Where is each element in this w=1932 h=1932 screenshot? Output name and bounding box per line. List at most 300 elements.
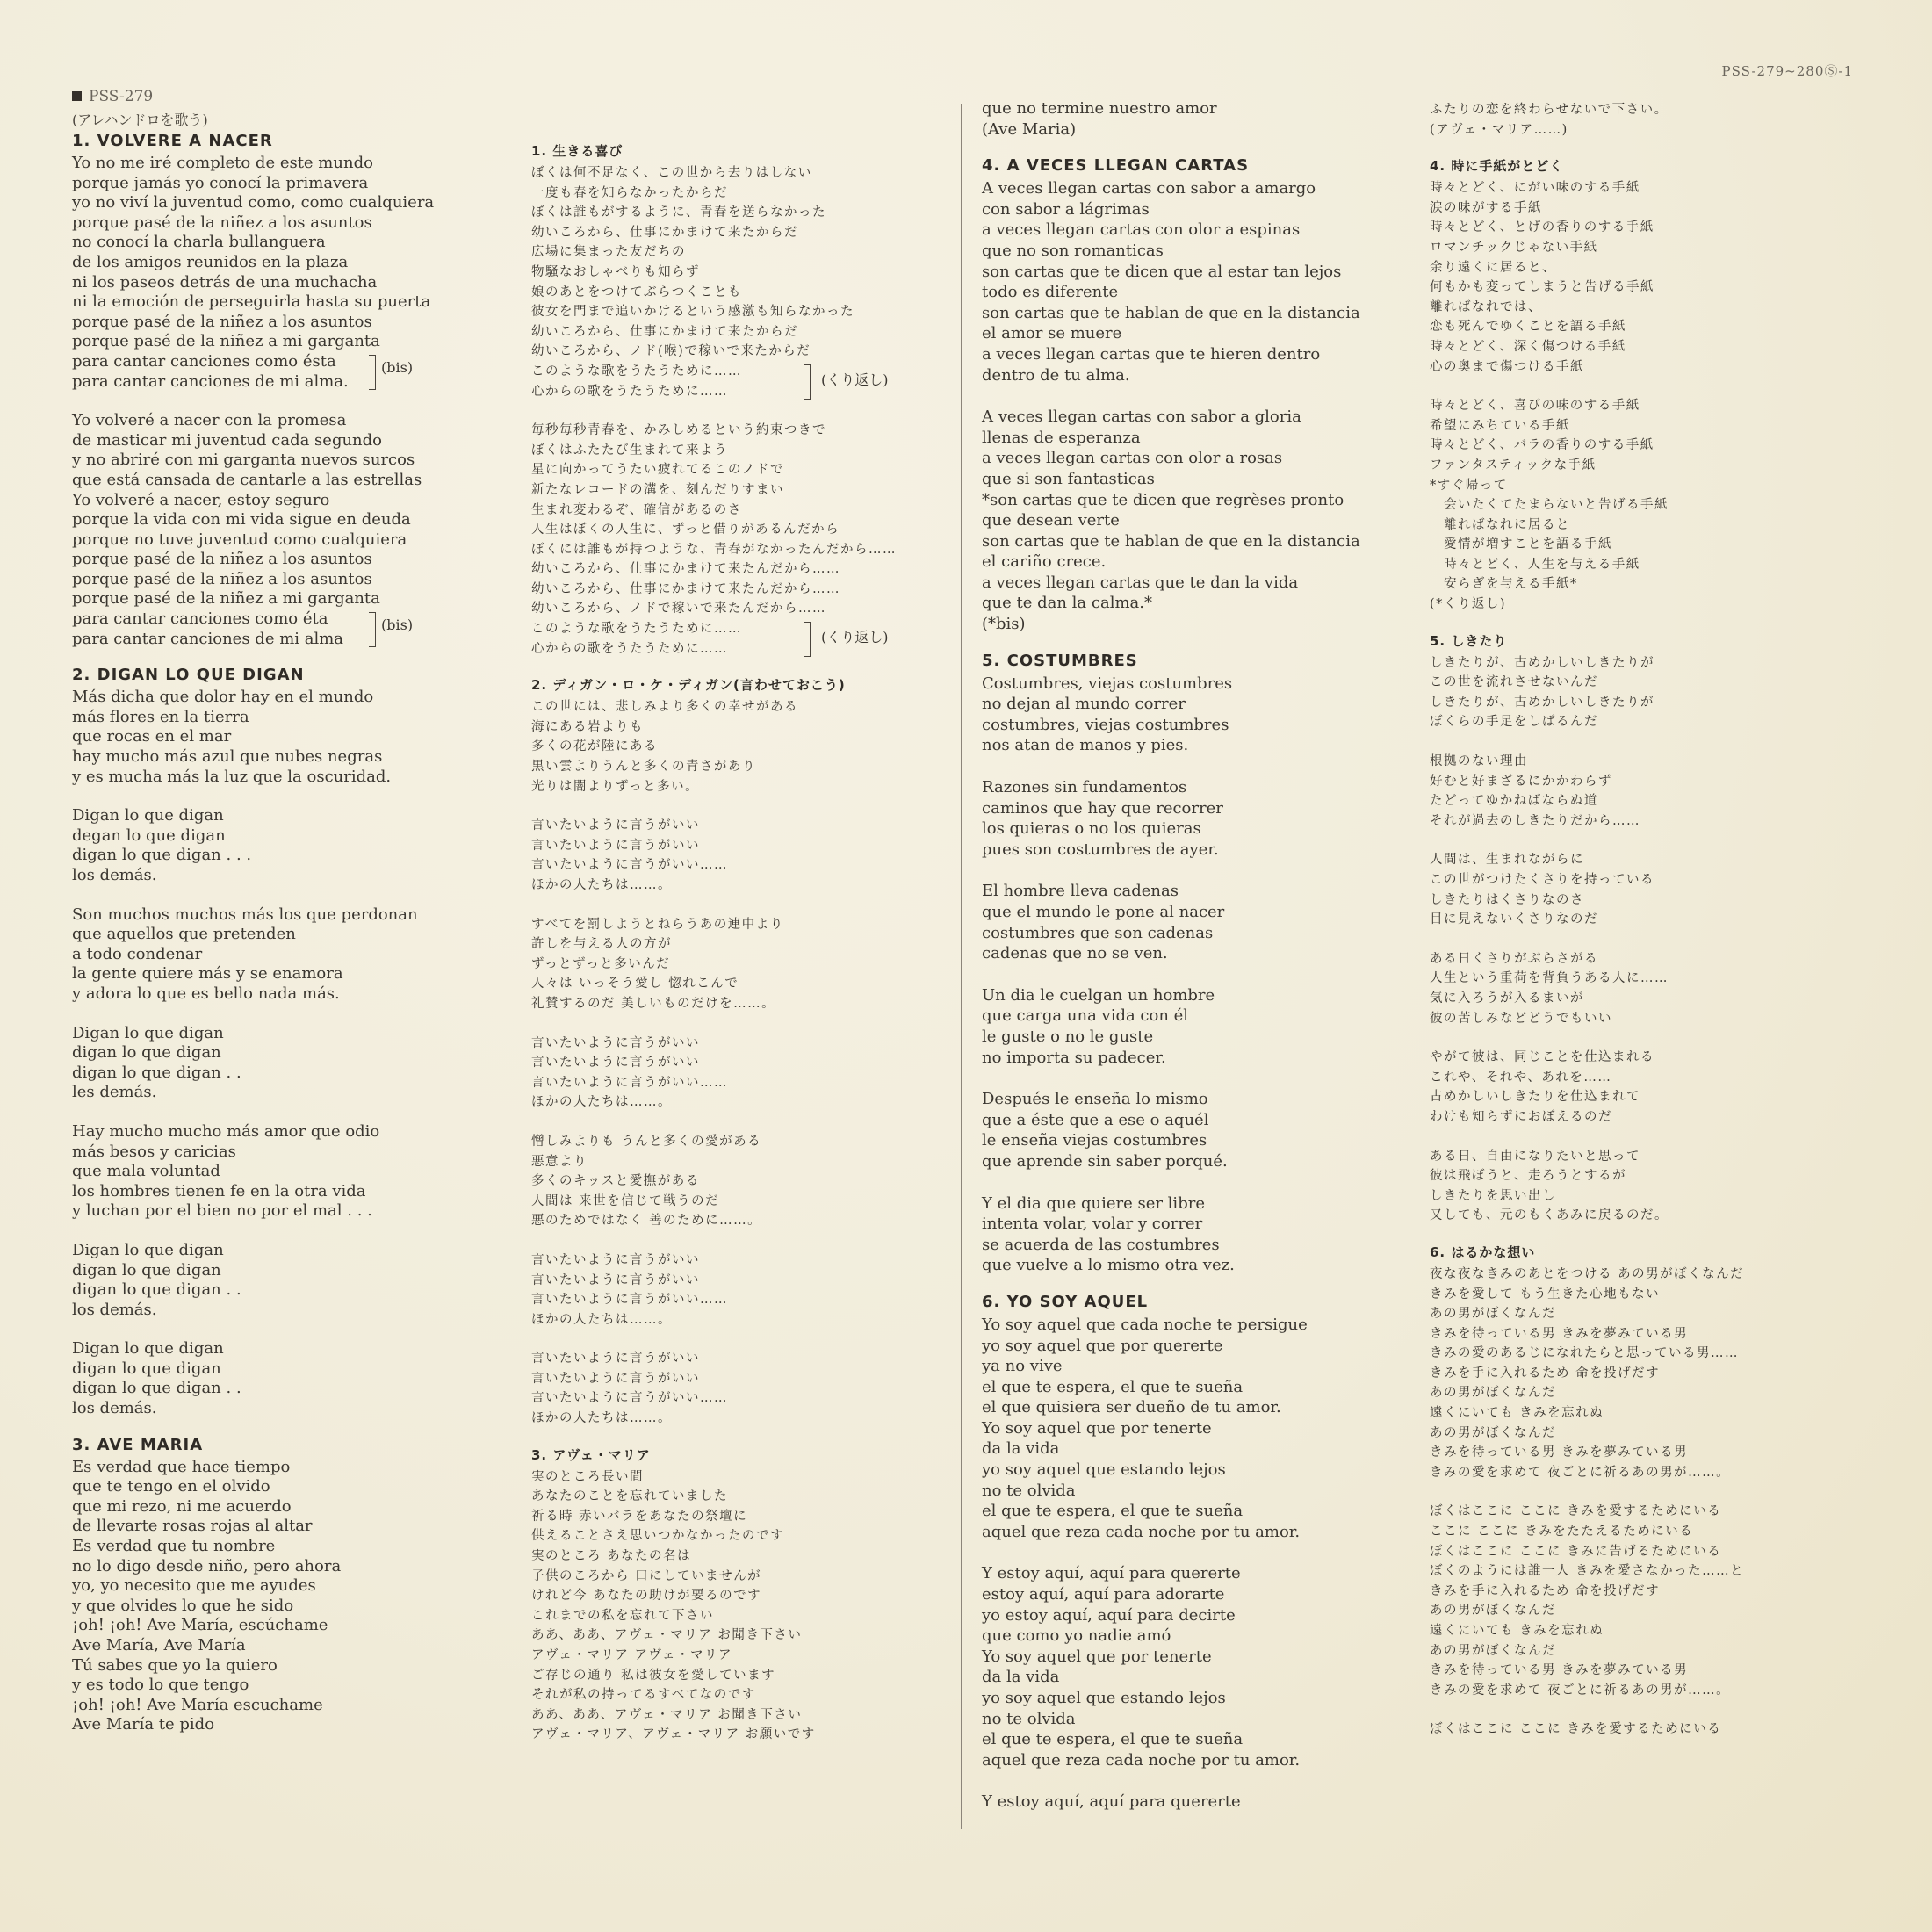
song-title: 3. AVE MARIA xyxy=(72,1435,204,1454)
stanza-gap xyxy=(1430,1128,1886,1147)
lyric-line: 余り遠くに居ると、 xyxy=(1430,260,1556,275)
lyric-line: 古めかしいしきたりを仕込まれて xyxy=(1430,1090,1640,1105)
song-block xyxy=(72,665,529,1418)
lyric-line: Digan lo que digan xyxy=(72,1339,224,1359)
lyric-line: son cartas que te hablan de que en la distancia xyxy=(982,303,1360,322)
lyric-line: Son muchos muchos más los que perdonan xyxy=(72,905,418,924)
lyric-line: no te olvida xyxy=(982,1481,1076,1500)
lyric-line: 言いたいように言うがいい xyxy=(531,1272,700,1287)
song-title: 4. A VECES LLEGAN CARTAS xyxy=(982,156,1250,176)
column-spanish-1 xyxy=(72,88,529,1735)
lyric-line: porque pasé de la niñez a mi garganta xyxy=(72,332,380,351)
lyric-line: y luchan por el bien no por el mal . . . xyxy=(72,1201,372,1221)
songs-container xyxy=(72,131,529,1735)
lyric-line: 涙の味がする手紙 xyxy=(1430,200,1542,215)
lyric-line: 言いたいように言うがいい xyxy=(531,1352,700,1366)
lyric-line: que vuelve a lo mismo otra vez. xyxy=(982,1256,1235,1275)
lyric-line: 娘のあとをつけてぶらつくことも xyxy=(531,285,742,299)
lyric-line: que rocas en el mar xyxy=(72,727,232,746)
lyric-line: Hay mucho mucho más amor que odio xyxy=(72,1121,380,1141)
lyric-line: ああ、ああ、アヴェ・マリア お聞き下さい xyxy=(531,1707,803,1722)
lyric-line: きみを愛して もう生きた心地もない xyxy=(1430,1287,1661,1301)
column-spanish-2 xyxy=(982,88,1395,1813)
stanza-gap xyxy=(72,787,529,806)
lyric-line: 根拠のない理由 xyxy=(1430,754,1528,769)
lyric-line: ¡oh! ¡oh! Ave María, escúchame xyxy=(72,1616,328,1635)
lyric-line: 希望にみちている手紙 xyxy=(1430,418,1570,433)
lyric-line: 供えることさえ思いつかなかったのです xyxy=(531,1529,784,1544)
black-square-icon xyxy=(72,91,82,101)
stanza-gap xyxy=(1430,1700,1886,1719)
song-title: 6. YO SOY AQUEL xyxy=(982,1292,1149,1311)
lyric-line: porque jamás yo conocí la primavera xyxy=(72,173,369,192)
lyric-line: この世を流れさせないんだ xyxy=(1430,675,1598,690)
stanza-gap xyxy=(982,964,1395,985)
lyric-line: 時々とどく、人生を与える手紙 xyxy=(1430,557,1640,572)
lyric-line: para cantar canciones como éta xyxy=(72,609,328,629)
lyric-line: estoy aquí, aquí para adorarte xyxy=(982,1585,1225,1604)
lyric-line: 遠くにいても きみを忘れぬ xyxy=(1430,1406,1604,1421)
lyric-line: Costumbres, viejas costumbres xyxy=(982,674,1233,693)
lyric-line: hay mucho más azul que nubes negras xyxy=(72,747,383,767)
lyric-line: しきたりはくさりなのさ xyxy=(1430,892,1584,907)
song-title: 2. ディガン・ロ・ケ・ディガン(言わせておこう) xyxy=(531,677,846,694)
lyric-line: y es mucha más la luz que la oscuridad. xyxy=(72,767,392,786)
lyric-line: きみの愛のあるじになれたらと思っている男…… xyxy=(1430,1346,1739,1361)
lyric-line: Y el dia que quiere ser libre xyxy=(982,1193,1205,1213)
lyric-line: a todo condenar xyxy=(72,944,203,963)
lyric-line: 毎秒毎秒青春を、かみしめるという約束つきで xyxy=(531,423,826,438)
lyric-line: de masticar mi juventud cada segundo xyxy=(72,430,383,450)
stanza-gap xyxy=(531,797,944,816)
lyric-line: yo, yo necesito que me ayudes xyxy=(72,1576,316,1596)
song-block xyxy=(531,141,944,659)
lyric-line: あの男がぼくなんだ xyxy=(1430,1386,1556,1401)
lyric-line: que no termine nuestro amor xyxy=(982,99,1217,118)
lyric-line: しきたりを思い出し xyxy=(1430,1188,1556,1203)
lyric-line: 祈る時 赤いバラをあなたの祭壇に xyxy=(531,1509,748,1524)
lyric-line: 言いたいように言うがいい…… xyxy=(531,1293,728,1308)
lyric-line: los demás. xyxy=(72,1300,157,1319)
lyric-line: この世には、悲しみより多くの幸せがある xyxy=(531,700,798,715)
lyric-line: más besos y caricias xyxy=(72,1142,236,1161)
lyric-line: ぼくはここに ここに きみを愛するためにいる xyxy=(1430,1722,1722,1737)
lyric-line: que mala voluntad xyxy=(72,1162,220,1181)
stanza-gap xyxy=(1430,377,1886,396)
song-block xyxy=(531,674,944,1428)
lyric-line: これや、それや、あれを…… xyxy=(1430,1070,1612,1085)
lyric-line: ふたりの恋を終わらせないで下さい。 xyxy=(1430,103,1669,117)
song-block xyxy=(1430,100,1886,140)
lyric-line: y adora lo que es bello nada más. xyxy=(72,984,340,1003)
lyric-line: きみを待っている男 きみを夢みている男 xyxy=(1430,1326,1689,1341)
lyric-line: ni la emoción de perseguirla hasta su puerta xyxy=(72,292,431,312)
song-block xyxy=(982,155,1395,634)
stanza-gap xyxy=(531,401,944,421)
lyric-line: 又しても、元のもくあみに戻るのだ。 xyxy=(1430,1208,1669,1223)
stanza-gap xyxy=(982,1542,1395,1563)
lyric-line: digan lo que digan xyxy=(72,1359,221,1378)
stanza-gap xyxy=(982,386,1395,407)
lyric-line: ほかの人たちは……。 xyxy=(531,1095,672,1110)
lyric-line: あの男がぼくなんだ xyxy=(1430,1643,1556,1658)
lyric-line: que te dan la calma.* xyxy=(982,594,1152,613)
lyric-line: あの男がぼくなんだ xyxy=(1430,1604,1556,1618)
lyric-line: yo soy aquel que estando lejos xyxy=(982,1460,1226,1480)
lyric-line: ぼくはここに ここに きみを愛するためにいる xyxy=(1430,1504,1722,1519)
lyric-line: yo no viví la juventud como, como cualquiera xyxy=(72,193,435,213)
lyric-line: ほかの人たちは……。 xyxy=(531,1312,672,1327)
song-title: 6. はるかな想い xyxy=(1430,1244,1536,1260)
song-title: 5. しきたり xyxy=(1430,632,1508,649)
stanza-gap xyxy=(72,1103,529,1122)
lyric-line: Ave María te pido xyxy=(72,1715,215,1734)
lyric-line: それが私の持ってるすべてなのです xyxy=(531,1688,756,1703)
lyric-line: ni los paseos detrás de una muchacha xyxy=(72,272,378,292)
lyric-line: que como yo nadie amó xyxy=(982,1626,1171,1646)
lyric-line: 心の奥まで傷つける手紙 xyxy=(1430,359,1584,374)
lyric-line: Más dicha que dolor hay en el mundo xyxy=(72,688,374,707)
lyric-line: porque pasé de la niñez a los asuntos xyxy=(72,550,372,569)
lyric-line: このような歌をうたうために…… xyxy=(531,364,742,378)
lyric-line: ぼくは誰もがするように、青春を送らなかった xyxy=(531,205,826,220)
songs-container xyxy=(982,98,1395,1813)
lyric-line: Yo no me iré completo de este mundo xyxy=(72,154,373,172)
lyric-line: あなたのことを忘れていました xyxy=(531,1489,728,1504)
lyric-line: los quieras o no los quieras xyxy=(982,819,1201,839)
lyric-line: 悪意より xyxy=(531,1154,588,1169)
repeat-label: (くり返し) xyxy=(821,629,889,646)
lyric-line: que te tengo en el olvido xyxy=(72,1477,270,1496)
lyric-line: se acuerda de las costumbres xyxy=(982,1235,1220,1254)
lyric-line: ご存じの通り 私は彼女を愛しています xyxy=(531,1668,776,1683)
lyric-line: 人生はぼくの人生に、ずっと借りがあるんだから xyxy=(531,523,840,537)
stanza-gap xyxy=(72,1005,529,1024)
lyric-line: 言いたいように言うがいい xyxy=(531,1252,700,1267)
lyric-line: 時々とどく、にがい味のする手紙 xyxy=(1430,181,1640,196)
stanza-gap xyxy=(531,1014,944,1034)
lyric-line: 人間は 来世を信じて戦うのだ xyxy=(531,1193,720,1208)
lyric-line: son cartas que te hablan de que en la distancia xyxy=(982,531,1360,551)
lyric-line: ¡oh! ¡oh! Ave María escuchame xyxy=(72,1695,323,1714)
lyric-line: ほかの人たちは……。 xyxy=(531,1411,672,1426)
lyric-line: ファンタスティックな手紙 xyxy=(1430,458,1597,472)
lyric-line: 安らぎを与える手紙* xyxy=(1430,577,1578,592)
lyric-line: el amor se muere xyxy=(982,324,1122,343)
song-block xyxy=(531,1445,944,1745)
lyric-line: que no son romanticas xyxy=(982,241,1164,260)
repeat-label: (bis) xyxy=(381,358,414,376)
lyric-line: Y estoy aquí, aquí para quererte xyxy=(982,1792,1241,1812)
lyric-line: el que te espera, el que te sueña xyxy=(982,1502,1244,1521)
lyric-line: a veces llegan cartas que te dan la vida xyxy=(982,573,1299,592)
lyric-line: 彼は飛ぼうと、走ろうとするが xyxy=(1430,1169,1626,1184)
lyric-line: el cariño crece. xyxy=(982,552,1107,572)
lyric-line: 海にある岩よりも xyxy=(531,719,644,734)
lyric-line: que aquellos que pretenden xyxy=(72,925,296,944)
lyric-line: porque no tuve juventud como cualquiera xyxy=(72,530,407,549)
lyric-line: Es verdad que hace tiempo xyxy=(72,1457,291,1476)
lyric-line: 恋も死んでゆくことを語る手紙 xyxy=(1430,320,1626,335)
lyric-line: 幼いころから、仕事にかまけて来たからだ xyxy=(531,225,798,240)
stanza-gap xyxy=(1430,1482,1886,1502)
lyric-line: 離ればなれに居ると xyxy=(1430,517,1570,532)
lyric-line: これまでの私を忘れて下さい xyxy=(531,1608,714,1623)
lyric-line: 心からの歌をうたうために…… xyxy=(531,641,728,656)
lyric-line: 言いたいように言うがいい…… xyxy=(531,858,728,873)
lyric-line: no te olvida xyxy=(982,1709,1076,1728)
lyric-line: 愛情が増すことを語る手紙 xyxy=(1430,537,1612,552)
lyric-line: que carga una vida con él xyxy=(982,1006,1189,1026)
lyric-line: 心からの歌をうたうために…… xyxy=(531,384,728,399)
song-title: 2. DIGAN LO QUE DIGAN xyxy=(72,666,305,685)
lyric-line: porque pasé de la niñez a los asuntos xyxy=(72,213,372,232)
lyric-line: cadenas que no se ven. xyxy=(982,944,1168,963)
stanza-gap xyxy=(531,1330,944,1349)
lyric-line: わけも知らずにおぼえるのだ xyxy=(1430,1109,1612,1124)
lyric-line: yo estoy aquí, aquí para decirte xyxy=(982,1605,1236,1625)
lyric-line: ロマンチックじゃない手紙 xyxy=(1430,240,1598,255)
lyric-line: 遠くにいても きみを忘れぬ xyxy=(1430,1624,1604,1638)
lyric-line: Digan lo que digan xyxy=(72,806,224,825)
lyric-line: きみの愛を求めて 夜ごとに祈るあの男が……。 xyxy=(1430,1465,1731,1480)
lyric-line: el que te espera, el que te sueña xyxy=(982,1730,1244,1749)
lyric-line: 人間は、生まれながらに xyxy=(1430,853,1584,868)
song-title: 5. COSTUMBRES xyxy=(982,651,1138,670)
column-japanese-2 xyxy=(1430,88,1886,1740)
lyric-line: con sabor a lágrimas xyxy=(982,199,1150,219)
lyric-line: 生まれ変わるぞ、確信があるのさ xyxy=(531,502,742,517)
lyric-line: para cantar canciones de mi alma. xyxy=(72,371,349,391)
lyric-line: les demás. xyxy=(72,1083,157,1102)
lyric-line: digan lo que digan xyxy=(72,1260,221,1280)
lyric-line: 彼女を門まで追いかけるという感激も知らなかった xyxy=(531,305,854,320)
lyric-line: da la vida xyxy=(982,1439,1060,1459)
lyric-line: porque la vida con mi vida sigue en deuda xyxy=(72,510,411,530)
lyric-line: 気に入ろうが入るまいが xyxy=(1430,991,1584,1006)
stanza-gap xyxy=(982,756,1395,777)
lyric-line: El hombre lleva cadenas xyxy=(982,882,1179,901)
lyric-line: no lo digo desde niño, pero ahora xyxy=(72,1556,342,1575)
catalog-number-top-right: PSS-279~280Ⓢ-1 xyxy=(1721,63,1853,79)
repeat-group xyxy=(531,619,944,659)
lyric-line: y que olvides lo que he sido xyxy=(72,1596,294,1615)
lyric-line: 一度も春を知らなかったからだ xyxy=(531,185,728,200)
lyric-line: Yo soy aquel que por tenerte xyxy=(982,1647,1212,1666)
lyric-line: digan lo que digan . . xyxy=(72,1379,242,1398)
lyric-line: 多くの花が陸にある xyxy=(531,739,658,754)
lyric-line: 広場に集まった友だちの xyxy=(531,245,686,260)
repeat-group xyxy=(531,362,944,401)
lyric-line: son cartas que te dicen que al estar tan lejos xyxy=(982,262,1342,281)
lyric-line: que desean verte xyxy=(982,511,1120,530)
lyric-line: あの男がぼくなんだ xyxy=(1430,1307,1556,1322)
song-block xyxy=(982,1292,1395,1813)
lyric-line: digan lo que digan . . xyxy=(72,1063,242,1082)
lyric-line: Tú sabes que yo la quiero xyxy=(72,1655,278,1675)
lyric-line: きみを手に入れるため 命を投げだす xyxy=(1430,1583,1661,1598)
lyric-line: y no abriré con mi garganta nuevos surcos xyxy=(72,451,415,470)
stanza-gap xyxy=(982,1068,1395,1089)
lyric-line: A veces llegan cartas con sabor a gloria xyxy=(982,407,1301,427)
repeat-bracket xyxy=(369,612,376,647)
lyric-line: 離ればなれでは、 xyxy=(1430,299,1542,314)
song-block xyxy=(72,1435,529,1735)
lyric-line: 人々は いっそう愛し 惚れこんで xyxy=(531,977,739,991)
lyric-line: a veces llegan cartas que te hieren dentro xyxy=(982,344,1321,364)
stanza-gap xyxy=(1430,1028,1886,1048)
lyric-line: 実のところ長い間 xyxy=(531,1469,644,1484)
stanza-gap xyxy=(982,1770,1395,1791)
lyric-line: A veces llegan cartas con sabor a amargo xyxy=(982,179,1316,198)
lyric-line: más flores en la tierra xyxy=(72,707,249,726)
stanza-gap xyxy=(982,1172,1395,1193)
lyric-line: この世がつけたくさりを持っている xyxy=(1430,873,1654,887)
lyric-line: Y estoy aquí, aquí para quererte xyxy=(982,1564,1241,1583)
lyric-line: ぼくは何不足なく、この世から去りはしない xyxy=(531,166,812,180)
lyric-line: きみを待っている男 きみを夢みている男 xyxy=(1430,1663,1689,1678)
lyric-line: このような歌をうたうために…… xyxy=(531,622,742,637)
stanza-gap xyxy=(72,886,529,905)
repeat-label: (bis) xyxy=(381,616,414,634)
stanza-gap xyxy=(72,392,529,411)
lyric-line: 時々とどく、深く傷つける手紙 xyxy=(1430,339,1626,354)
lyric-line: costumbres, viejas costumbres xyxy=(982,715,1229,734)
lyric-line: 言いたいように言うがいい…… xyxy=(531,1075,728,1090)
lyric-line: けれど今 あなたの助けが要るのです xyxy=(531,1589,762,1604)
lyric-line: 彼の苦しみなどどうでもいい xyxy=(1430,1011,1612,1026)
lyric-line: los demás. xyxy=(72,866,157,884)
lyric-line: que mi rezo, ni me acuerdo xyxy=(72,1496,292,1516)
lyric-line: 会いたくてたまらないと告げる手紙 xyxy=(1430,498,1669,513)
lyric-line: que está cansada de cantarle a las estrellas xyxy=(72,470,422,489)
lyric-line: digan lo que digan xyxy=(72,1043,221,1063)
stanza-gap xyxy=(531,1231,944,1251)
lyric-line: Yo volveré a nacer, estoy seguro xyxy=(72,490,330,509)
lyric-line: やがて彼は、同じことを仕込まれる xyxy=(1430,1050,1654,1065)
lyric-line: ぼくはここに ここに きみに告げるためにいる xyxy=(1430,1544,1722,1559)
repeat-label: (くり返し) xyxy=(821,371,889,388)
lyric-line: da la vida xyxy=(982,1668,1060,1687)
lyric-line: ここに ここに きみをたたえるためにいる xyxy=(1430,1525,1694,1539)
lyric-line: digan lo que digan . . . xyxy=(72,846,252,865)
song-block xyxy=(1430,631,1886,1226)
lyric-line: ぼくには誰もが持つような、青春がなかったんだから…… xyxy=(531,542,897,557)
lyric-line: porque pasé de la niñez a los asuntos xyxy=(72,312,372,331)
lyric-line: Ave María, Ave María xyxy=(72,1636,246,1654)
lyric-line: 目に見えないくさりなのだ xyxy=(1430,912,1598,927)
lyric-line: 何もかも変ってしまうと告げる手紙 xyxy=(1430,280,1654,295)
lyric-line: aquel que reza cada noche por tu amor. xyxy=(982,1750,1301,1770)
lyric-line: 言いたいように言うがいい xyxy=(531,818,700,833)
lyric-line: 幼いころから、仕事にかまけて来たんだから…… xyxy=(531,581,840,596)
lyric-line: a veces llegan cartas con olor a rosas xyxy=(982,449,1283,468)
lyric-line: 幼いころから、ノド(喉)で稼いで来たからだ xyxy=(531,344,811,359)
lyric-line: costumbres que son cadenas xyxy=(982,923,1214,942)
lyric-line: 星に向かってうたい疲れてるこのノドで xyxy=(531,463,784,478)
lyric-line: 幼いころから、ノドで稼いで来たんだから…… xyxy=(531,602,826,616)
lyric-line: Digan lo que digan xyxy=(72,1240,224,1259)
lyric-line: no importa su padecer. xyxy=(982,1048,1166,1067)
lyric-line: Después le enseña lo mismo xyxy=(982,1090,1208,1109)
lyric-line: que el mundo le pone al nacer xyxy=(982,903,1225,921)
lyric-line: それが過去のしきたりだから…… xyxy=(1430,813,1640,828)
lyric-line: porque pasé de la niñez a mi garganta xyxy=(72,589,380,609)
lyric-line: degan lo que digan xyxy=(72,825,226,845)
lyric-line: Un dia le cuelgan un hombre xyxy=(982,985,1215,1005)
song-title: 1. 生きる喜び xyxy=(531,143,624,159)
lyric-line: 好むと好まざるにかかわらず xyxy=(1430,774,1612,789)
lyric-line: no dejan al mundo correr xyxy=(982,695,1186,714)
column-japanese-1 xyxy=(531,88,944,1745)
lyric-line: 夜な夜なきみのあとをつける あの男がぼくなんだ xyxy=(1430,1266,1745,1281)
stanza-gap xyxy=(982,860,1395,881)
lyric-line: きみを手に入れるため 命を投げだす xyxy=(1430,1366,1661,1381)
lyric-line: que aprende sin saber porqué. xyxy=(982,1151,1228,1171)
lyric-line: el que quisiera ser dueño de tu amor. xyxy=(982,1398,1281,1417)
stanza-gap xyxy=(531,1113,944,1132)
lyric-line: 時々とどく、バラの香りのする手紙 xyxy=(1430,438,1654,453)
lyric-line: le enseña viejas costumbres xyxy=(982,1131,1208,1150)
lyric-line: 実のところ あなたの名は xyxy=(531,1549,692,1564)
lyric-line: Razones sin fundamentos xyxy=(982,778,1187,797)
lyric-line: (アヴェ・マリア……) xyxy=(1430,122,1568,137)
lyric-line: de llevarte rosas rojas al altar xyxy=(72,1517,313,1536)
lyric-line: 時々とどく、喜びの味のする手紙 xyxy=(1430,399,1640,414)
lyric-line: 人生という重荷を背負うある人に…… xyxy=(1430,971,1669,986)
lyric-line: aquel que reza cada noche por tu amor. xyxy=(982,1522,1301,1541)
lyric-line: 許しを与える人の方が xyxy=(531,937,672,952)
lyric-line: 子供のころから 口にしていませんが xyxy=(531,1568,762,1583)
lyric-line: yo soy aquel que por quererte xyxy=(982,1336,1223,1355)
lyric-line: porque pasé de la niñez a los asuntos xyxy=(72,569,372,588)
lyric-line: dentro de tu alma. xyxy=(982,365,1130,385)
repeat-bracket xyxy=(804,364,811,400)
lyric-line: para cantar canciones como ésta xyxy=(72,351,336,371)
lyric-line: Es verdad que tu nombre xyxy=(72,1537,276,1556)
song-title: 3. アヴェ・マリア xyxy=(531,1446,651,1463)
lyric-line: ある日くさりがぶらさがる xyxy=(1430,951,1598,966)
album-subtitle: (アレハンドロを歌う) xyxy=(72,112,208,128)
lyric-line: Digan lo que digan xyxy=(72,1023,224,1042)
lyric-line: ああ、ああ、アヴェ・マリア お聞き下さい xyxy=(531,1628,803,1643)
lyric-line: 光りは闇よりずっと多い。 xyxy=(531,779,700,794)
lyric-line: 時々とどく、とげの香りのする手紙 xyxy=(1430,220,1654,235)
column-divider xyxy=(961,104,962,1829)
lyric-line: しきたりが、古めかしいしきたりが xyxy=(1430,655,1654,670)
lyric-line: el que te espera, el que te sueña xyxy=(982,1377,1244,1396)
lyric-line: yo soy aquel que estando lejos xyxy=(982,1689,1226,1707)
lyric-line: *すぐ帰って xyxy=(1430,478,1508,493)
lyric-line: 憎しみよりも うんと多くの愛がある xyxy=(531,1134,762,1149)
song-title: 4. 時に手紙がとどく xyxy=(1430,158,1564,175)
lyric-line: pues son costumbres de ayer. xyxy=(982,840,1219,859)
stanza-gap xyxy=(72,1320,529,1339)
repeat-group xyxy=(72,609,529,649)
lyric-line: 言いたいように言うがいい xyxy=(531,838,700,853)
lyric-line: 幼いころから、仕事にかまけて来たからだ xyxy=(531,324,798,339)
lyric-line: a veces llegan cartas con olor a espinas xyxy=(982,220,1301,240)
lyric-line: アヴェ・マリア、アヴェ・マリア お願いです xyxy=(531,1727,816,1742)
lyric-line: 言いたいように言うがいい…… xyxy=(531,1391,728,1406)
song-title: 1. VOLVERE A NACER xyxy=(72,132,273,150)
song-block xyxy=(72,131,529,649)
lyric-line: todo es diferente xyxy=(982,283,1119,302)
lyric-line: 幼いころから、仕事にかまけて来たんだから…… xyxy=(531,562,840,577)
lyric-line: (Ave Maria) xyxy=(982,119,1077,139)
lyric-line: たどってゆかねばならぬ道 xyxy=(1430,794,1598,809)
lyric-line: 物騒なおしゃべりも知らず xyxy=(531,264,700,279)
